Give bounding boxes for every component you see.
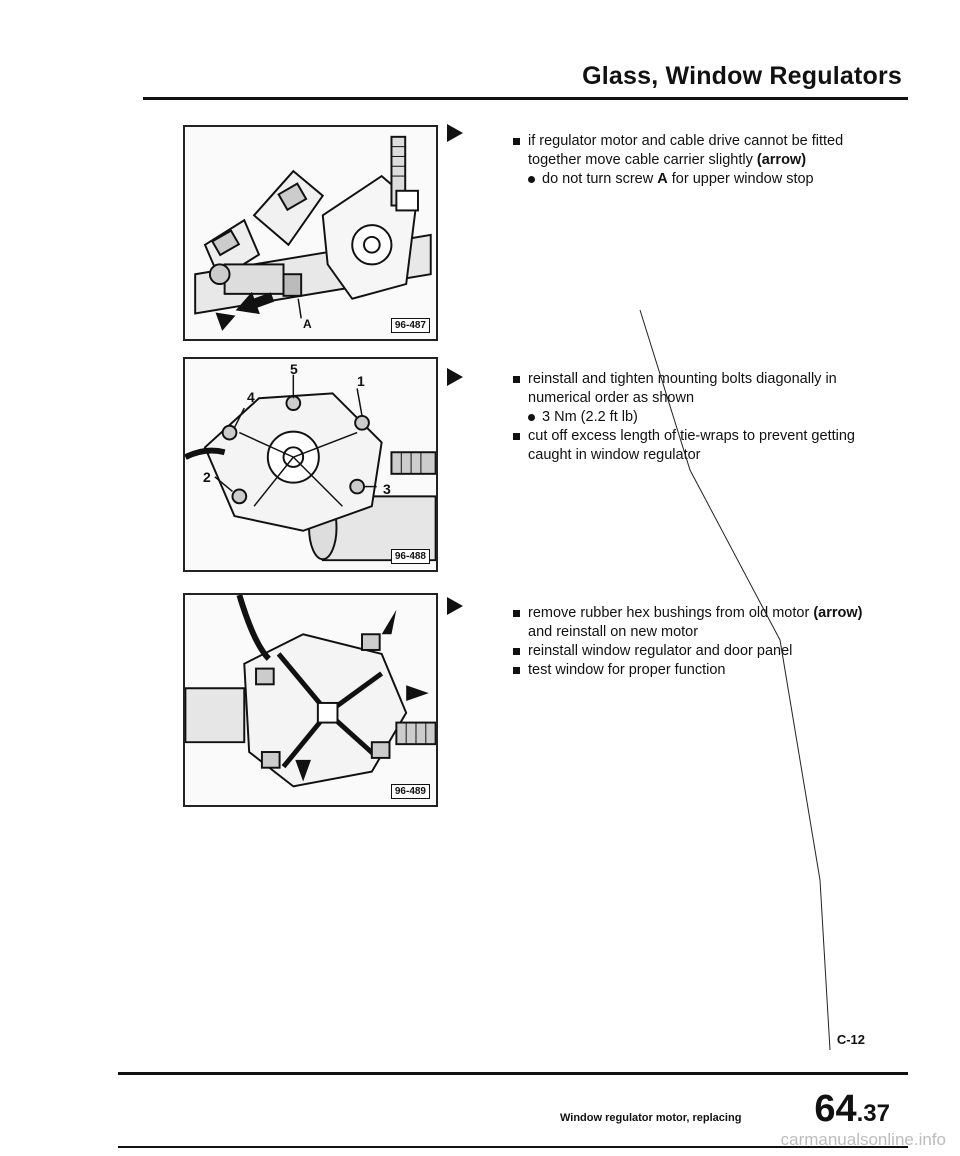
pointer-arrow bbox=[447, 368, 463, 386]
instruction-item: reinstall window regulator and door panel bbox=[512, 642, 872, 661]
footer-title: Window regulator motor, replacing bbox=[560, 1112, 742, 1124]
bolt-label-3: 3 bbox=[383, 481, 391, 497]
figure-number: 96-489 bbox=[391, 784, 430, 799]
pointer-arrow bbox=[447, 124, 463, 142]
page-number-major: 64 bbox=[814, 1088, 857, 1130]
figure-regulator-cable-carrier bbox=[183, 125, 438, 341]
figure-motor-mounting-bolts bbox=[183, 357, 438, 572]
page-number bbox=[814, 1088, 890, 1131]
page-number-minor: .37 bbox=[856, 1100, 890, 1127]
instruction-item: reinstall and tighten mounting bolts diagonally in numerical order as shown bbox=[512, 370, 872, 408]
page-title: Glass, Window Regulators bbox=[582, 62, 902, 90]
figure-number: 96-487 bbox=[391, 318, 430, 333]
bolt-label-1: 1 bbox=[357, 373, 365, 389]
regulator-illustration bbox=[185, 127, 436, 339]
instruction-item: cut off excess length of tie-wraps to prevent getting caught in window regulator bbox=[512, 427, 872, 465]
watermark: carmanualsonline.info bbox=[780, 1130, 946, 1149]
pointer-arrow bbox=[447, 597, 463, 615]
reference-code: C-12 bbox=[836, 1032, 865, 1047]
bolt-label-4: 4 bbox=[247, 389, 255, 405]
figure-number: 96-488 bbox=[391, 549, 430, 564]
header-rule bbox=[143, 97, 908, 100]
figure-rubber-hex-bushings bbox=[183, 593, 438, 807]
motor-bolts-illustration bbox=[185, 359, 436, 570]
step-bushings bbox=[512, 604, 872, 680]
figure-label-a: A bbox=[303, 317, 312, 331]
footer-rule bbox=[118, 1072, 908, 1075]
step-cable-carrier bbox=[512, 132, 872, 189]
instruction-subitem: do not turn screw A for upper window stop bbox=[512, 170, 872, 189]
instruction-subitem: 3 Nm (2.2 ft lb) bbox=[512, 408, 872, 427]
instruction-item: if regulator motor and cable drive cannot be fitted together move cable carrier slightly (arrow) bbox=[512, 132, 872, 170]
bushings-illustration bbox=[185, 595, 436, 805]
instruction-emphasis: (arrow) bbox=[756, 152, 807, 168]
step-mounting-bolts bbox=[512, 370, 872, 465]
instruction-item: remove rubber hex bushings from old motor (arrow) and reinstall on new motor bbox=[512, 604, 872, 642]
bolt-label-5: 5 bbox=[290, 361, 298, 377]
bolt-label-2: 2 bbox=[203, 469, 211, 485]
instruction-item: test window for proper function bbox=[512, 661, 872, 680]
